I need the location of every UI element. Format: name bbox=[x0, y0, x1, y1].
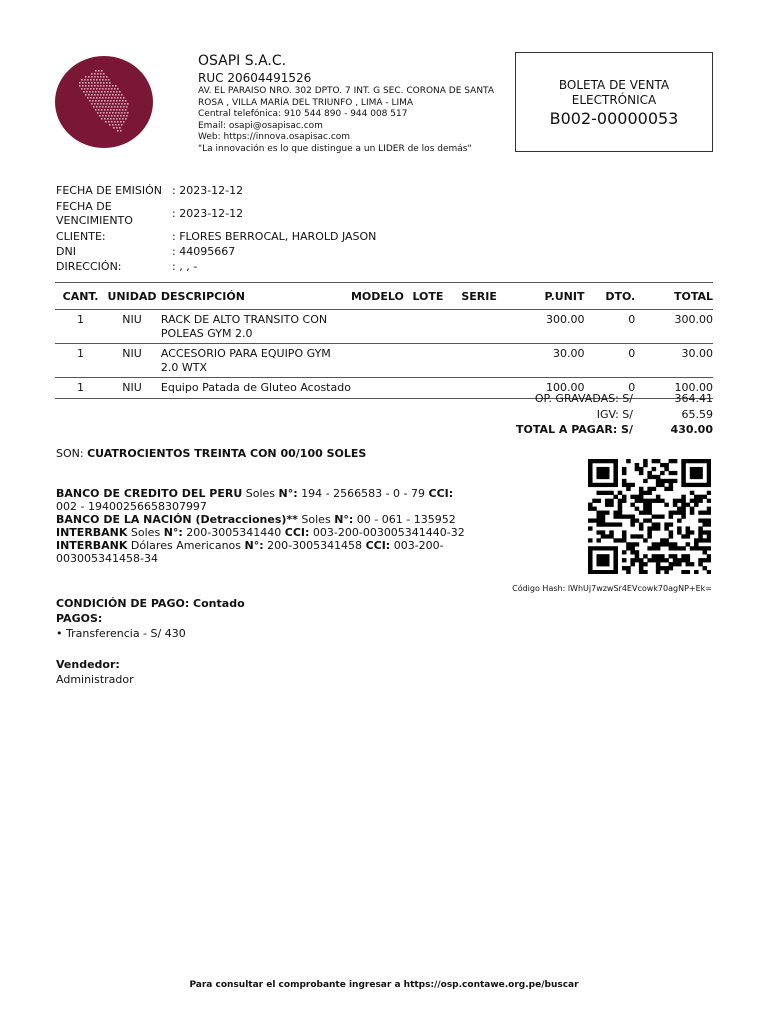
cell-unidad: NIU bbox=[106, 344, 158, 378]
seller-name: Administrador bbox=[56, 673, 134, 686]
cell-punit: 300.00 bbox=[520, 310, 585, 344]
total-label: TOTAL A PAGAR: S/ bbox=[516, 423, 633, 436]
col-header-modelo: MODELO bbox=[351, 283, 412, 310]
bank-number: 194 - 2566583 - 0 - 79 bbox=[297, 487, 429, 500]
col-header-cant: CANT. bbox=[55, 283, 106, 310]
cell-unidad: NIU bbox=[106, 310, 158, 344]
info-label: DNI bbox=[56, 245, 76, 258]
total-value: 430.00 bbox=[670, 423, 713, 436]
col-header-descripcion: DESCRIPCIÓN bbox=[158, 283, 351, 310]
cell-modelo bbox=[351, 344, 412, 378]
bank-cci-label: CCI: bbox=[284, 526, 310, 539]
info-value: : 2023-12-12 bbox=[172, 207, 244, 220]
bank-number-label: N°: bbox=[163, 526, 183, 539]
cell-unidad: NIU bbox=[106, 378, 158, 399]
customer-info bbox=[56, 184, 476, 274]
col-header-unidad: UNIDAD bbox=[106, 283, 158, 310]
bank-number: 200-3005341458 bbox=[263, 539, 366, 552]
bank-cci: 002 - 19400256658307997 bbox=[56, 500, 207, 513]
info-row bbox=[56, 260, 476, 274]
cell-cant: 1 bbox=[55, 310, 106, 344]
company-logo bbox=[55, 56, 153, 148]
bank-cci-label: CCI: bbox=[365, 539, 391, 552]
payment-conditions bbox=[56, 596, 245, 641]
cell-dto: 0 bbox=[585, 344, 636, 378]
seller-label: Vendedor: bbox=[56, 658, 120, 671]
bank-accounts bbox=[56, 487, 476, 565]
info-value: : FLORES BERROCAL, HAROLD JASON bbox=[172, 230, 377, 243]
cell-descripcion: Equipo Patada de Gluteo Acostado bbox=[158, 378, 351, 399]
bank-currency: Soles bbox=[297, 513, 335, 526]
totals-row-igv bbox=[420, 407, 713, 423]
col-header-dto: DTO. bbox=[585, 283, 636, 310]
bank-number: 00 - 061 - 135952 bbox=[353, 513, 456, 526]
totals-block bbox=[420, 391, 713, 438]
bank-number-label: N°: bbox=[244, 539, 264, 552]
company-slogan: "La innovación es lo que distingue a un LIDER de los demás" bbox=[198, 143, 472, 154]
info-label: DIRECCIÓN: bbox=[56, 260, 122, 273]
cell-descripcion: RACK DE ALTO TRANSITO CON POLEAS GYM 2.0 bbox=[158, 310, 351, 344]
company-address-1: AV. EL PARAISO NRO. 302 DPTO. 7 INT. G SEC. CORONA DE SANTA bbox=[198, 86, 495, 96]
bank-cci-label: CCI: bbox=[428, 487, 454, 500]
col-header-lote: LOTE bbox=[412, 283, 461, 310]
bank-cci: 003-200-003005341458-34 bbox=[56, 539, 444, 565]
document-type-box bbox=[515, 52, 713, 152]
bank-name: BANCO DE LA NACIÓN (Detracciones)** bbox=[56, 513, 298, 526]
table-header-row bbox=[55, 283, 713, 310]
cell-cant: 1 bbox=[55, 344, 106, 378]
cell-lote bbox=[412, 344, 461, 378]
info-value: : , , - bbox=[172, 260, 198, 273]
bank-currency: Soles bbox=[242, 487, 279, 500]
document-type-line2: ELECTRÓNICA bbox=[571, 93, 657, 107]
totals-row-gravadas bbox=[420, 391, 713, 407]
payments-label: PAGOS: bbox=[56, 612, 103, 625]
qr-code bbox=[588, 459, 711, 574]
son-value: CUATROCIENTOS TREINTA CON 00/100 SOLES bbox=[87, 447, 367, 460]
payment-condition: CONDICIÓN DE PAGO: Contado bbox=[56, 597, 245, 610]
bank-name: INTERBANK bbox=[56, 526, 128, 539]
col-header-serie: SERIE bbox=[461, 283, 520, 310]
qr-code-icon bbox=[588, 459, 711, 574]
cell-serie bbox=[461, 344, 520, 378]
hash-code: Código Hash: lWhUj7wzwSr4EVcowk70agNP+Ek= bbox=[512, 584, 712, 593]
cell-dto: 0 bbox=[585, 378, 636, 399]
bank-line bbox=[56, 513, 476, 526]
cell-dto: 0 bbox=[585, 310, 636, 344]
amount-in-words bbox=[56, 447, 366, 460]
footer-note: Para consultar el comprobante ingresar a https://osp.contawe.org.pe/buscar bbox=[189, 980, 579, 990]
bank-number: 200-3005341440 bbox=[182, 526, 285, 539]
table-row bbox=[55, 344, 713, 378]
cell-modelo bbox=[351, 310, 412, 344]
bank-currency: Soles bbox=[127, 526, 164, 539]
igv-value: 65.59 bbox=[681, 407, 713, 421]
company-ruc: RUC 20604491526 bbox=[198, 71, 312, 85]
bank-cci: 003-200-003005341440-32 bbox=[309, 526, 465, 539]
cell-total: 100.00 bbox=[635, 378, 713, 399]
gravadas-value: 364.41 bbox=[674, 392, 713, 405]
bank-number-label: N°: bbox=[278, 487, 298, 500]
bank-name: BANCO DE CREDITO DEL PERU bbox=[56, 487, 243, 500]
info-row bbox=[56, 245, 476, 259]
seller-block bbox=[56, 657, 134, 687]
bank-currency: Dólares Americanos bbox=[127, 539, 245, 552]
bank-number-label: N°: bbox=[334, 513, 354, 526]
info-value: : 2023-12-12 bbox=[172, 184, 244, 197]
igv-label: IGV: S/ bbox=[596, 407, 633, 421]
cell-lote bbox=[412, 310, 461, 344]
cell-punit: 100.00 bbox=[520, 378, 585, 399]
cell-total: 300.00 bbox=[635, 310, 713, 344]
document-number: B002-00000053 bbox=[549, 109, 679, 128]
cell-punit: 30.00 bbox=[520, 344, 585, 378]
peru-map-icon bbox=[55, 56, 153, 148]
cell-serie bbox=[461, 310, 520, 344]
totals-row-total bbox=[420, 422, 713, 438]
document-type-line1: BOLETA DE VENTA bbox=[558, 78, 670, 92]
company-web: Web: https://innova.osapisac.com bbox=[198, 132, 351, 142]
bank-line bbox=[56, 539, 476, 565]
info-row bbox=[56, 184, 476, 198]
company-name: OSAPI S.A.C. bbox=[198, 53, 287, 69]
items-table bbox=[55, 282, 713, 399]
info-value: : 44095667 bbox=[172, 245, 236, 258]
company-phone: Central telefónica: 910 544 890 - 944 008 517 bbox=[198, 109, 408, 119]
cell-total: 30.00 bbox=[635, 344, 713, 378]
info-label: FECHA DE EMISIÓN bbox=[56, 184, 162, 197]
info-label: FECHA DE VENCIMIENTO bbox=[56, 200, 133, 227]
info-row bbox=[56, 230, 476, 244]
gravadas-label: OP. GRAVADAS: S/ bbox=[534, 392, 633, 405]
bank-line bbox=[56, 487, 476, 513]
son-label: SON: bbox=[56, 447, 84, 460]
col-header-punit: P.UNIT bbox=[520, 283, 585, 310]
info-label: CLIENTE: bbox=[56, 230, 106, 243]
info-row bbox=[56, 200, 476, 228]
cell-cant: 1 bbox=[55, 378, 106, 399]
company-address-2: ROSA , VILLA MARÍA DEL TRIUNFO , LIMA - LIMA bbox=[198, 97, 414, 108]
company-email: Email: osapi@osapisac.com bbox=[198, 120, 323, 131]
cell-modelo bbox=[351, 378, 412, 399]
bank-name: INTERBANK bbox=[56, 539, 128, 552]
col-header-total: TOTAL bbox=[635, 283, 713, 310]
cell-descripcion: ACCESORIO PARA EQUIPO GYM 2.0 WTX bbox=[158, 344, 351, 378]
payment-item: • Transferencia - S/ 430 bbox=[56, 627, 186, 640]
company-header bbox=[198, 53, 498, 155]
bank-line bbox=[56, 526, 476, 539]
table-row bbox=[55, 310, 713, 344]
